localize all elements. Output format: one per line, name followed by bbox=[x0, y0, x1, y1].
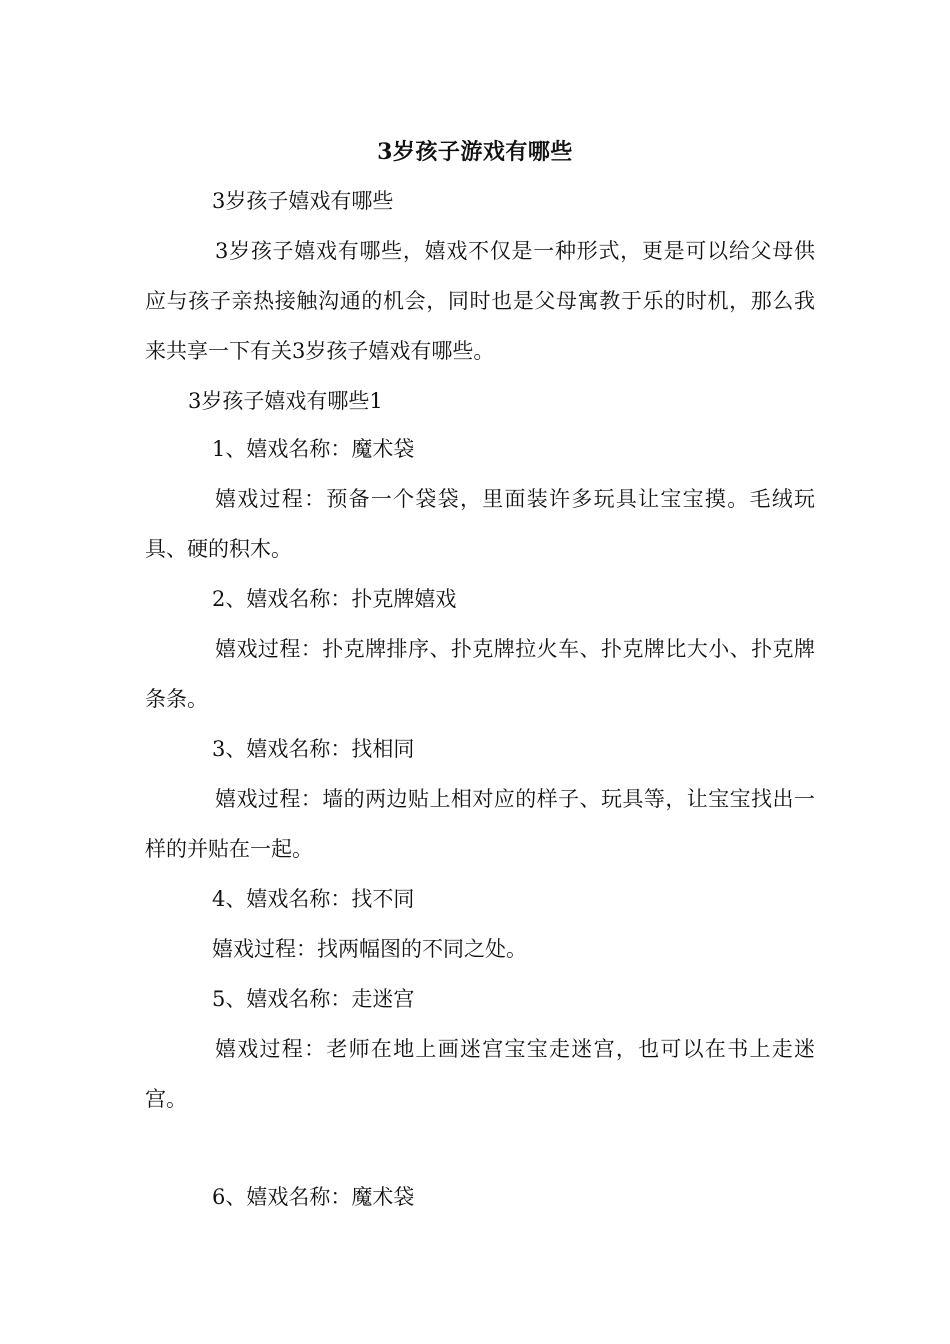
game-4-process: 嬉戏过程：找两幅图的不同之处。 bbox=[212, 937, 527, 961]
game-2-name: 2、嬉戏名称：扑克牌嬉戏 bbox=[212, 587, 457, 611]
game-6-name: 6、嬉戏名称：魔术袋 bbox=[212, 1185, 415, 1209]
game-1-process: 嬉戏过程：预备一个袋袋，里面装许多玩具让宝宝摸。毛绒玩具、硬的积木。 bbox=[145, 487, 815, 561]
intro-paragraph: 3岁孩子嬉戏有哪些，嬉戏不仅是一种形式，更是可以给父母供应与孩子亲热接触沟通的机会，同时也是父母寓教于乐的时机，那么我来共享一下有关3岁孩子嬉戏有哪些。 bbox=[145, 239, 815, 363]
document-subtitle: 3岁孩子嬉戏有哪些 bbox=[212, 189, 394, 213]
game-2-process: 嬉戏过程：扑克牌排序、扑克牌拉火车、扑克牌比大小、扑克牌条条。 bbox=[145, 637, 815, 711]
section-heading: 3岁孩子嬉戏有哪些1 bbox=[188, 389, 383, 413]
game-4-name: 4、嬉戏名称：找不同 bbox=[212, 887, 415, 911]
game-3-process: 嬉戏过程：墙的两边贴上相对应的样子、玩具等，让宝宝找出一样的并贴在一起。 bbox=[145, 787, 815, 861]
game-3-name: 3、嬉戏名称：找相同 bbox=[212, 737, 415, 761]
game-5-name: 5、嬉戏名称：走迷宫 bbox=[212, 987, 415, 1011]
document-title: 3岁孩子游戏有哪些 bbox=[377, 139, 573, 165]
game-5-process: 嬉戏过程：老师在地上画迷宫宝宝走迷宫，也可以在书上走迷宫。 bbox=[145, 1037, 815, 1111]
game-1-name: 1、嬉戏名称：魔术袋 bbox=[212, 437, 415, 461]
